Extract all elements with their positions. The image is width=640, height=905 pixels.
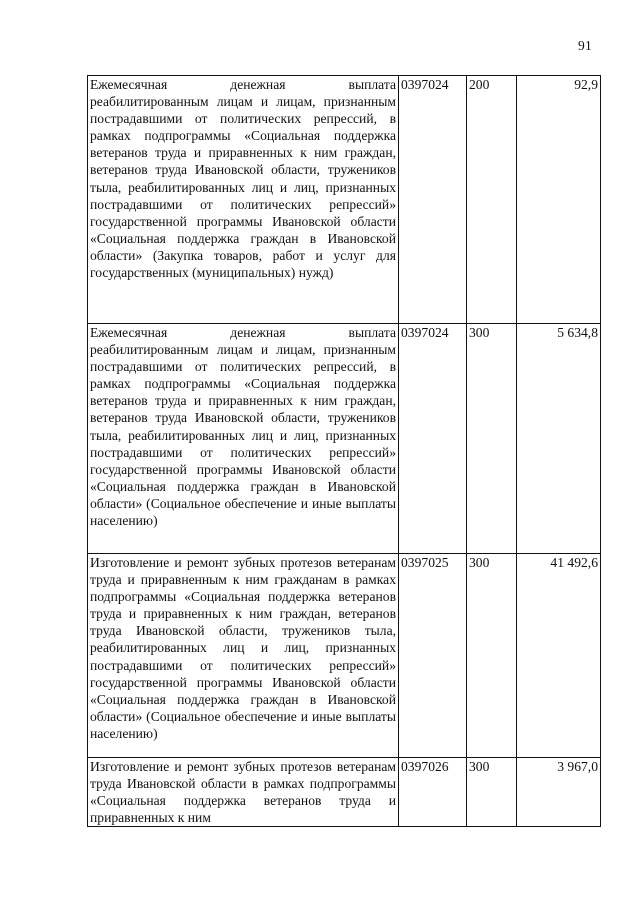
- amount: 5 634,8: [517, 324, 601, 554]
- expense-description: Изготовление и ремонт зубных протезов ветеранам труда и приравненным к ним гражданам в рамках подпрограммы «Социальная поддержка ветеранов труда и приравненных к ним граждан, ветеранов труда Ивановской области, тружеников тыла, реабилитированных лиц и лиц, признанных пострадавшими от политических репрессий» государственной программы Ивановской области «Социальная поддержка граждан в Ивановской области» (Социальное обеспечение и иные выплаты населению): [88, 554, 399, 758]
- amount: 92,9: [517, 76, 601, 324]
- target-article-code: 0397024: [399, 76, 467, 324]
- expense-description: Ежемесячная денежная выплата реабилитированным лицам и лицам, признанным пострадавшими от политических репрессий, в рамках подпрограммы «Социальная поддержка ветеранов труда и приравненных к ним граждан, ветеранов труда Ивановской области, тружеников тыла, реабилитированных лиц и лиц, признанных пострадавшими от политических репрессий» государственной программы Ивановской области «Социальная поддержка граждан в Ивановской области» (Закупка товаров, работ и услуг для государственных (муниципальных) нужд): [88, 76, 399, 324]
- expense-type-code: 200: [467, 76, 517, 324]
- table-row: [88, 324, 601, 554]
- target-article-code: 0397025: [399, 554, 467, 758]
- table-row: [88, 554, 601, 758]
- page-number: 91: [578, 38, 592, 53]
- budget-table: [87, 75, 601, 827]
- target-article-code: 0397026: [399, 758, 467, 827]
- expense-type-code: 300: [467, 554, 517, 758]
- expense-description: Изготовление и ремонт зубных протезов ветеранам труда Ивановской области в рамках подпрограммы «Социальная поддержка ветеранов труда и приравненных к ним: [88, 758, 399, 827]
- amount: 41 492,6: [517, 554, 601, 758]
- target-article-code: 0397024: [399, 324, 467, 554]
- expense-type-code: 300: [467, 758, 517, 827]
- expense-description: Ежемесячная денежная выплата реабилитированным лицам и лицам, признанным пострадавшими от политических репрессий, в рамках подпрограммы «Социальная поддержка ветеранов труда и приравненных к ним граждан, ветеранов труда Ивановской области, тружеников тыла, реабилитированных лиц и лиц, признанных пострадавшими от политических репрессий» государственной программы Ивановской области «Социальная поддержка граждан в Ивановской области» (Социальное обеспечение и иные выплаты населению): [88, 324, 399, 554]
- expense-type-code: 300: [467, 324, 517, 554]
- amount: 3 967,0: [517, 758, 601, 827]
- table-row: [88, 758, 601, 827]
- table-row: [88, 76, 601, 324]
